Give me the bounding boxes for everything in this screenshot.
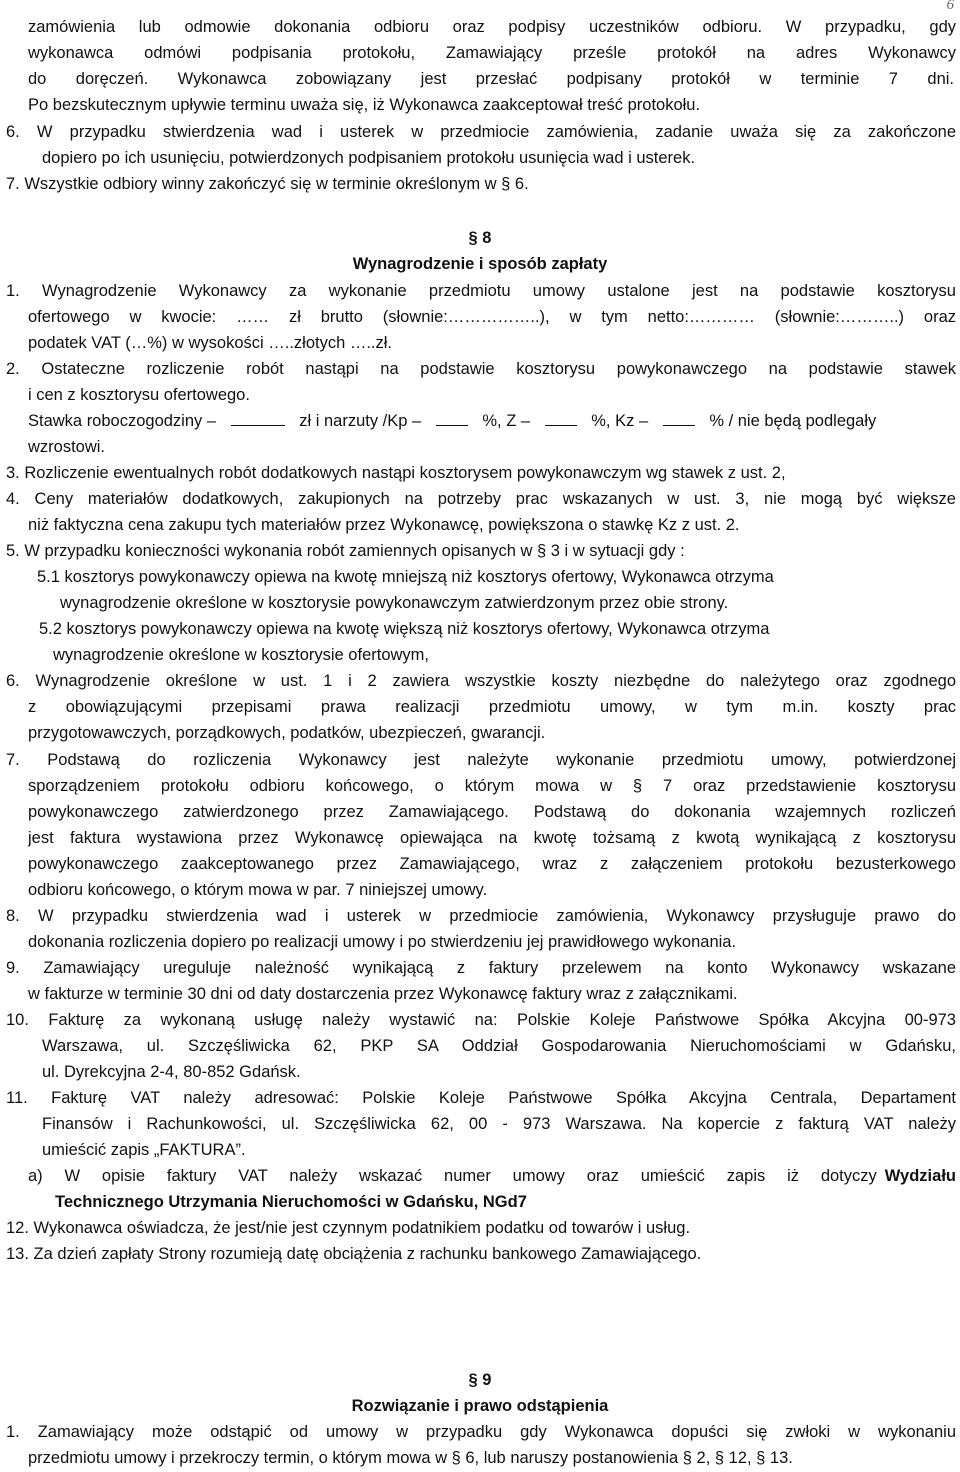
- list-item-2: 2. Ostateczne rozliczenie robót nastąpi na podstawie kosztorysu powykonawczego na podstawie stawek: [6, 360, 956, 378]
- paragraph-line: Finansów i Rachunkowości, ul. Szczęśliwicka 62, 00 - 973 Warszawa. Na kopercie z fakturą VAT należy: [42, 1115, 956, 1133]
- blank-field: [436, 409, 468, 426]
- sub-item-text: a) W opisie faktury VAT należy wskazać numer umowy oraz umieścić zapis iż dotyczy: [28, 1167, 877, 1185]
- list-item-11: 11. Fakturę VAT należy adresować: Polskie Koleje Państwowe Spółka Akcyjna Centrala, Departament: [6, 1089, 956, 1107]
- paragraph-line: Warszawa, ul. Szczęśliwicka 62, PKP SA Oddział Gospodarowania Nieruchomościami w Gdańsku,: [42, 1037, 956, 1055]
- rate-label: zł i narzuty /Kp –: [299, 412, 422, 430]
- paragraph-line-bold: Technicznego Utrzymania Nieruchomości w Gdańsku, NGd7: [55, 1193, 527, 1211]
- rate-label: %, Kz –: [591, 412, 649, 430]
- paragraph-line: do doręczeń. Wykonawca zobowiązany jest przesłać podpisany protokół w terminie 7 dni.: [28, 70, 954, 88]
- paragraph-line: i cen z kosztorysu ofertowego.: [28, 386, 250, 404]
- section-title: Rozwiązanie i prawo odstąpienia: [351, 1397, 609, 1415]
- paragraph-line: powykonawczego zatwierdzonego przez Zamawiającego. Podstawą do dokonania wzajemnych rozliczeń: [28, 803, 956, 821]
- list-item-12: 12. Wykonawca oświadcza, że jest/nie jest czynnym podatnikiem podatku od towarów i usług.: [6, 1219, 691, 1237]
- blank-field: [663, 409, 695, 426]
- list-item-5-2: 5.2 kosztorys powykonawczy opiewa na kwotę większą niż kosztorys ofertowy, Wykonawca otrzyma: [39, 620, 770, 638]
- list-item-7: 7. Wszystkie odbiory winny zakończyć się w terminie określonym w § 6.: [6, 175, 529, 193]
- list-item-1: 1. Wynagrodzenie Wykonawcy za wykonanie przedmiotu umowy ustalone jest na podstawie kosztorysu: [6, 282, 956, 300]
- paragraph-line: w fakturze w terminie 30 dni od daty dostarczenia przez Wykonawcę faktury wraz z załącznikami.: [28, 985, 738, 1003]
- paragraph-line: podatek VAT (…%) w wysokości …..złotych …..zł.: [28, 334, 393, 352]
- rate-label: Stawka roboczogodziny –: [28, 412, 217, 430]
- list-item-5-1: 5.1 kosztorys powykonawczy opiewa na kwotę mniejszą niż kosztorys ofertowy, Wykonawca otrzyma: [37, 568, 774, 586]
- list-item-1: 1. Zamawiający może odstąpić od umowy w przypadku gdy Wykonawca dopuści się zwłoki w wykonaniu: [6, 1423, 956, 1441]
- list-item-4: 4. Ceny materiałów dodatkowych, zakupionych na potrzeby prac wskazanych w ust. 3, nie mogą być większe: [6, 490, 956, 508]
- list-item-a: [28, 1164, 956, 1188]
- paragraph-line: powykonawczego zaakceptowanego przez Zamawiającego, wraz z załączeniem protokołu bezusterkowego: [28, 855, 956, 873]
- list-item-8: 8. W przypadku stwierdzenia wad i usterek w przedmiocie zamówienia, Wykonawcy przysługuje prawo do: [6, 907, 956, 925]
- paragraph-line: jest faktura wystawiona przez Wykonawcę opiewająca na kwotę tożsamą z kwotą wynikającą z kosztorysu: [28, 829, 956, 847]
- list-item-13: 13. Za dzień zapłaty Strony rozumieją datę obciążenia z rachunku bankowego Zamawiającego.: [6, 1245, 702, 1263]
- list-item-6: 6. Wynagrodzenie określone w ust. 1 i 2 zawiera wszystkie koszty niezbędne do należytego oraz zgodnego: [6, 672, 956, 690]
- rate-label: % / nie będą podlegały: [709, 412, 877, 430]
- paragraph-line: ofertowego w kwocie: …… zł brutto (słownie:……………..), w tym netto:………… (słownie:………..) oraz: [28, 308, 956, 326]
- rate-label: %, Z –: [482, 412, 531, 430]
- paragraph-line: dokonania rozliczenia dopiero po realizacji umowy i po stwierdzeniu jej prawidłowego wykonania.: [28, 933, 737, 951]
- paragraph-line: wzrostowi.: [28, 438, 106, 456]
- paragraph-line: umieścić zapis „FAKTURA”.: [42, 1141, 246, 1159]
- paragraph-line: odbioru końcowego, o którym mowa w par. 7 niniejszej umowy.: [28, 881, 488, 899]
- list-item-3: 3. Rozliczenie ewentualnych robót dodatkowych nastąpi kosztorysem powykonawczym wg stawek z ust. 2,: [6, 464, 786, 482]
- list-item-9: 9. Zamawiający ureguluje należność wynikającą z faktury przelewem na konto Wykonawcy wskazane: [6, 959, 956, 977]
- paragraph-line: wynagrodzenie określone w kosztorysie powykonawczym zatwierdzonym przez obie strony.: [60, 594, 729, 612]
- paragraph-line: wykonawca odmówi podpisania protokołu, Zamawiający prześle protokół na adres Wykonawcy: [28, 44, 956, 62]
- paragraph-line: przygotowawczych, porządkowych, podatków, ubezpieczeń, gwarancji.: [28, 724, 546, 742]
- blank-field: [545, 409, 577, 426]
- paragraph-line: sporządzeniem protokołu odbioru końcowego, o którym mowa w § 7 oraz przedstawienie kosztorysu: [28, 777, 956, 795]
- paragraph-line: z obowiązującymi przepisami prawa realizacji przedmiotu umowy, w tym m.in. koszty prac: [28, 698, 956, 716]
- list-item-10: 10. Fakturę za wykonaną usługę należy wystawić na: Polskie Koleje Państwowe Spółka Akcyjna 00-973: [6, 1011, 956, 1029]
- page-number: 6: [946, 0, 954, 13]
- paragraph-line: Po bezskutecznym upływie terminu uważa się, iż Wykonawca zaakceptował treść protokołu.: [28, 96, 701, 114]
- section-title: Wynagrodzenie i sposób zapłaty: [352, 255, 608, 273]
- paragraph-line: niż faktyczna cena zakupu tych materiałów przez Wykonawcę, powiększona o stawkę Kz z ust. 2.: [28, 516, 740, 534]
- rates-line: [28, 409, 876, 433]
- paragraph-line: dopiero po ich usunięciu, potwierdzonych podpisaniem protokołu usunięcia wad i usterek.: [42, 149, 696, 167]
- paragraph-line: przedmiotu umowy i przekroczy termin, o którym mowa w § 6, lub naruszy postanowienia § 2, § 12, § 13.: [28, 1449, 793, 1467]
- list-item-7: 7. Podstawą do rozliczenia Wykonawcy jest należyte wykonanie przedmiotu umowy, potwierdzonej: [6, 751, 956, 769]
- list-item-6: 6. W przypadku stwierdzenia wad i usterek w przedmiocie zamówienia, zadanie uważa się za zakończone: [6, 123, 956, 141]
- section-number: § 9: [468, 1371, 492, 1389]
- sub-item-bold: Wydziału: [884, 1167, 956, 1185]
- paragraph-line: ul. Dyrekcyjna 2-4, 80-852 Gdańsk.: [42, 1063, 301, 1081]
- paragraph-line: wynagrodzenie określone w kosztorysie ofertowym,: [53, 646, 429, 664]
- list-item-5: 5. W przypadku konieczności wykonania robót zamiennych opisanych w § 3 i w sytuacji gdy :: [6, 542, 685, 560]
- section-number: § 8: [468, 229, 492, 247]
- blank-field: [231, 409, 285, 426]
- paragraph-line: zamówienia lub odmowie dokonania odbioru oraz podpisy uczestników odbioru. W przypadku, gdy: [28, 18, 956, 36]
